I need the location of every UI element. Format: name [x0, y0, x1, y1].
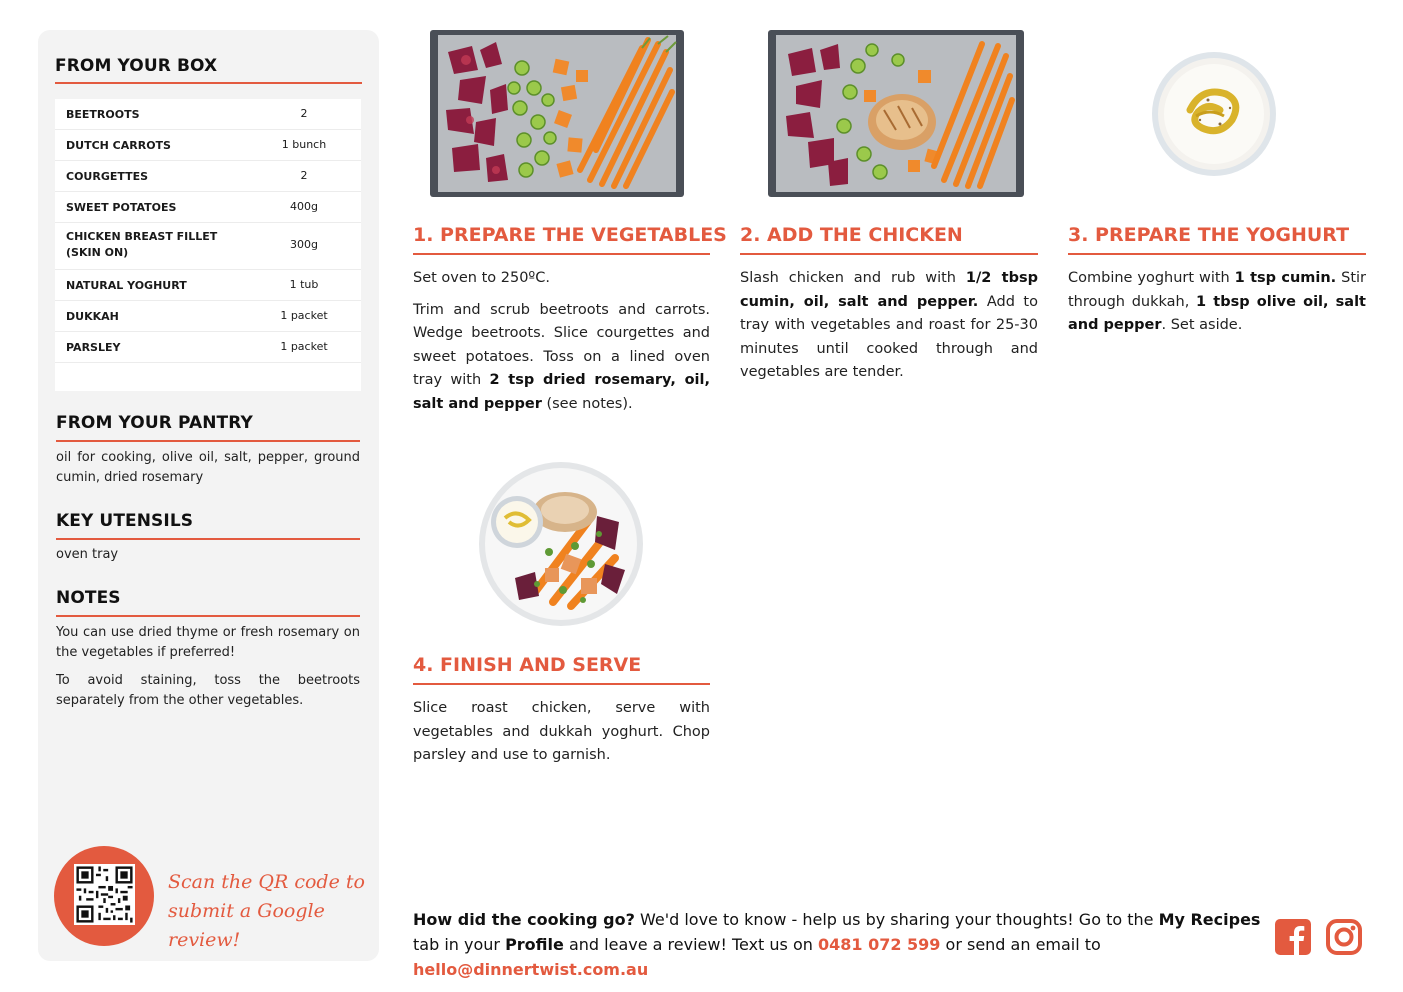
- instruction-paragraph: [413, 697, 710, 768]
- ingredient-name: COURGETTES: [66, 170, 149, 183]
- footer-text: and leave a review! Text us on: [563, 935, 818, 954]
- qr-review-prompt: [168, 868, 368, 955]
- plated-dish-photo: [479, 460, 643, 628]
- ingredient-name: CHICKEN BREAST FILLET (SKIN ON): [66, 230, 218, 259]
- ingredient-name: DUTCH CARROTS: [66, 139, 171, 152]
- section-divider: [56, 538, 360, 540]
- section-divider: [413, 253, 710, 255]
- qr-text-line: submit a Google review!: [168, 900, 325, 951]
- ingredient-name: BEETROOTS: [66, 108, 140, 121]
- bold-ingredient-text: 1 tsp cumin.: [1234, 270, 1337, 286]
- ingredient-quantity: 1 bunch: [281, 138, 327, 151]
- instruction-text: Add to tray with vegetables and roast for 25-30 minutes until cooked through and vegetables are tender.: [740, 293, 1038, 380]
- instruction-paragraph: [413, 267, 710, 291]
- step-3-title: 3. PREPARE THE YOGHURT: [1068, 224, 1350, 246]
- tray-of-vegetables-photo: [430, 30, 684, 197]
- instagram-icon[interactable]: [1326, 919, 1362, 955]
- footer-text: tab in your: [413, 935, 506, 954]
- instruction-text: (see notes).: [541, 395, 633, 412]
- ingredient-name: PARSLEY: [66, 341, 121, 354]
- ingredients-panel: [38, 30, 379, 961]
- section-divider: [740, 253, 1038, 255]
- ingredient-name: SWEET POTATOES: [66, 201, 177, 214]
- ingredient-quantity: 300g: [290, 238, 318, 251]
- section-divider: [55, 82, 362, 84]
- ingredient-quantity: 2: [300, 107, 308, 120]
- bold-ingredient-text: 1/2 tbsp cumin, oil, salt and pepper.: [740, 270, 1038, 310]
- step-2-title: 2. ADD THE CHICKEN: [740, 224, 963, 246]
- feedback-footer: [413, 907, 1263, 982]
- from-your-pantry-title: FROM YOUR PANTRY: [56, 413, 253, 433]
- section-divider: [413, 683, 710, 685]
- ingredient-quantity: 2: [300, 169, 308, 182]
- instruction-text: Combine yoghurt with: [1068, 270, 1235, 286]
- table-row: [55, 130, 361, 161]
- instruction-text: Stir through dukkah,: [1068, 270, 1366, 310]
- table-row: [55, 270, 361, 301]
- note-item: To avoid staining, toss the beetroots separately from the other vegetables.: [56, 673, 360, 708]
- qr-code-icon[interactable]: [74, 864, 135, 925]
- section-divider: [1068, 253, 1366, 255]
- instruction-text: . Set aside.: [1161, 317, 1243, 333]
- table-row: [55, 99, 361, 130]
- ingredient-name: DUKKAH: [66, 310, 119, 323]
- table-row: [55, 192, 361, 223]
- ingredient-quantity: 1 packet: [280, 309, 328, 322]
- instruction-text: Slice roast chicken, serve with vegetables and dukkah yoghurt. Chop parsley and use to garnish.: [413, 700, 710, 763]
- step-4-title: 4. FINISH AND SERVE: [413, 654, 642, 676]
- instruction-paragraph: [740, 267, 1038, 385]
- instruction-text: Slash chicken and rub with: [740, 270, 966, 286]
- section-divider: [56, 615, 360, 617]
- ingredient-name: NATURAL YOGHURT: [66, 279, 187, 292]
- instruction-text: Trim and scrub beetroots and carrots. Wedge beetroots. Slice courgettes and sweet potatoes. Toss on a lined oven tray with: [413, 301, 710, 388]
- footer-text: or send an email to: [940, 935, 1101, 954]
- step-3-instructions: [1068, 267, 1366, 346]
- email-link[interactable]: hello@dinnertwist.com.au: [413, 960, 649, 979]
- step-1-title: 1. PREPARE THE VEGETABLES: [413, 224, 727, 246]
- footer-text: How did the cooking go?: [413, 910, 635, 929]
- bold-ingredient-text: 2 tsp dried rosemary, oil, salt and pepper: [413, 372, 710, 412]
- phone-link[interactable]: 0481 072 599: [817, 935, 941, 954]
- note-item: You can use dried thyme or fresh rosemary on the vegetables if preferred!: [56, 625, 360, 660]
- instruction-paragraph: [413, 299, 710, 417]
- facebook-icon[interactable]: [1275, 919, 1311, 955]
- step-2-instructions: [740, 267, 1038, 393]
- table-row: [55, 332, 361, 363]
- ingredient-quantity: 1 tub: [289, 278, 319, 291]
- utensils-list: oven tray: [56, 547, 119, 562]
- footer-text: My Recipes: [1158, 910, 1261, 929]
- qr-text-line: Scan the QR code to: [168, 871, 365, 893]
- section-divider: [56, 440, 360, 442]
- table-row: [55, 161, 361, 192]
- step-1-instructions: [413, 267, 710, 424]
- from-your-box-title: FROM YOUR BOX: [55, 56, 218, 76]
- table-row: [55, 223, 361, 270]
- yoghurt-bowl-photo: [1150, 50, 1278, 178]
- ingredient-quantity: 1 packet: [280, 340, 328, 353]
- notes-title: NOTES: [56, 588, 121, 608]
- key-utensils-title: KEY UTENSILS: [56, 511, 194, 531]
- footer-text: Profile: [505, 935, 564, 954]
- table-row: [55, 301, 361, 332]
- instruction-paragraph: [1068, 267, 1366, 338]
- bold-ingredient-text: 1 tbsp olive oil, salt and pepper: [1068, 293, 1366, 333]
- qr-badge[interactable]: [54, 846, 154, 946]
- step-4-instructions: [413, 697, 710, 776]
- pantry-items: oil for cooking, olive oil, salt, pepper, ground cumin, dried rosemary: [56, 450, 360, 485]
- tray-with-chicken-photo: [768, 30, 1024, 197]
- ingredients-table: [55, 99, 361, 391]
- instruction-text: Set oven to 250ºC.: [413, 270, 550, 286]
- ingredient-quantity: 400g: [290, 200, 318, 213]
- footer-text: We'd love to know - help us by sharing your thoughts! Go to the: [634, 910, 1159, 929]
